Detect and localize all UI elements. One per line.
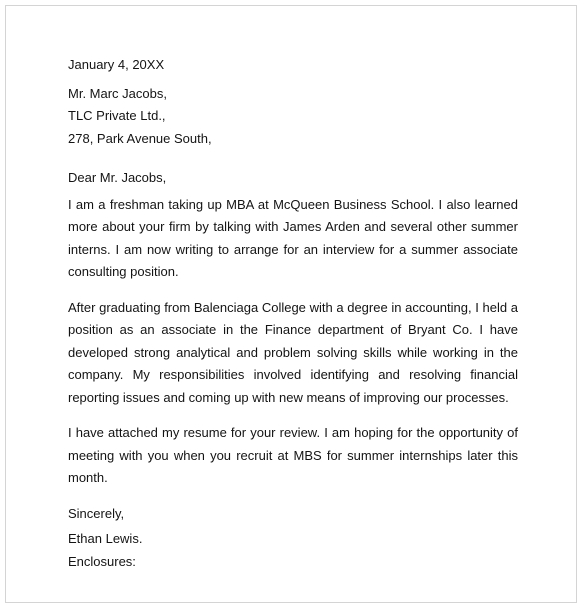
salutation: Dear Mr. Jacobs, (68, 170, 167, 185)
paragraph-request: I have attached my resume for your review. I am hoping for the opportunity of meeting with you when you recruit at MBS for summer internships later this month. (68, 425, 518, 485)
paragraph-intro: I am a freshman taking up MBA at McQueen Business School. I also learned more about your firm by talking with James Arden and several other summer interns. I am now writing to arrange for an interview for a summer associate consulting position. (68, 196, 518, 279)
paragraph-background: After graduating from Balenciaga College with a degree in accounting, I held a position as an associate in the Finance department of Bryant Co. I have developed strong analytical and problem solving skills while working in the company. My responsibilities involved identifying and resolving financial reporting issues and coming up with new means of improving our processes. (68, 299, 518, 405)
enclosures-label: Enclosures: (68, 553, 136, 569)
letter-closing (68, 503, 518, 574)
letter-date: January 4, 20XX (68, 57, 165, 72)
letter-body (68, 54, 518, 573)
signature-name: Ethan Lewis. (68, 531, 143, 546)
recipient-name: Mr. Marc Jacobs, (68, 85, 167, 101)
letter-page (5, 5, 577, 603)
recipient-company: TLC Private Ltd., (68, 108, 166, 123)
valediction: Sincerely, (68, 505, 125, 521)
recipient-address: 278, Park Avenue South, (68, 130, 212, 146)
